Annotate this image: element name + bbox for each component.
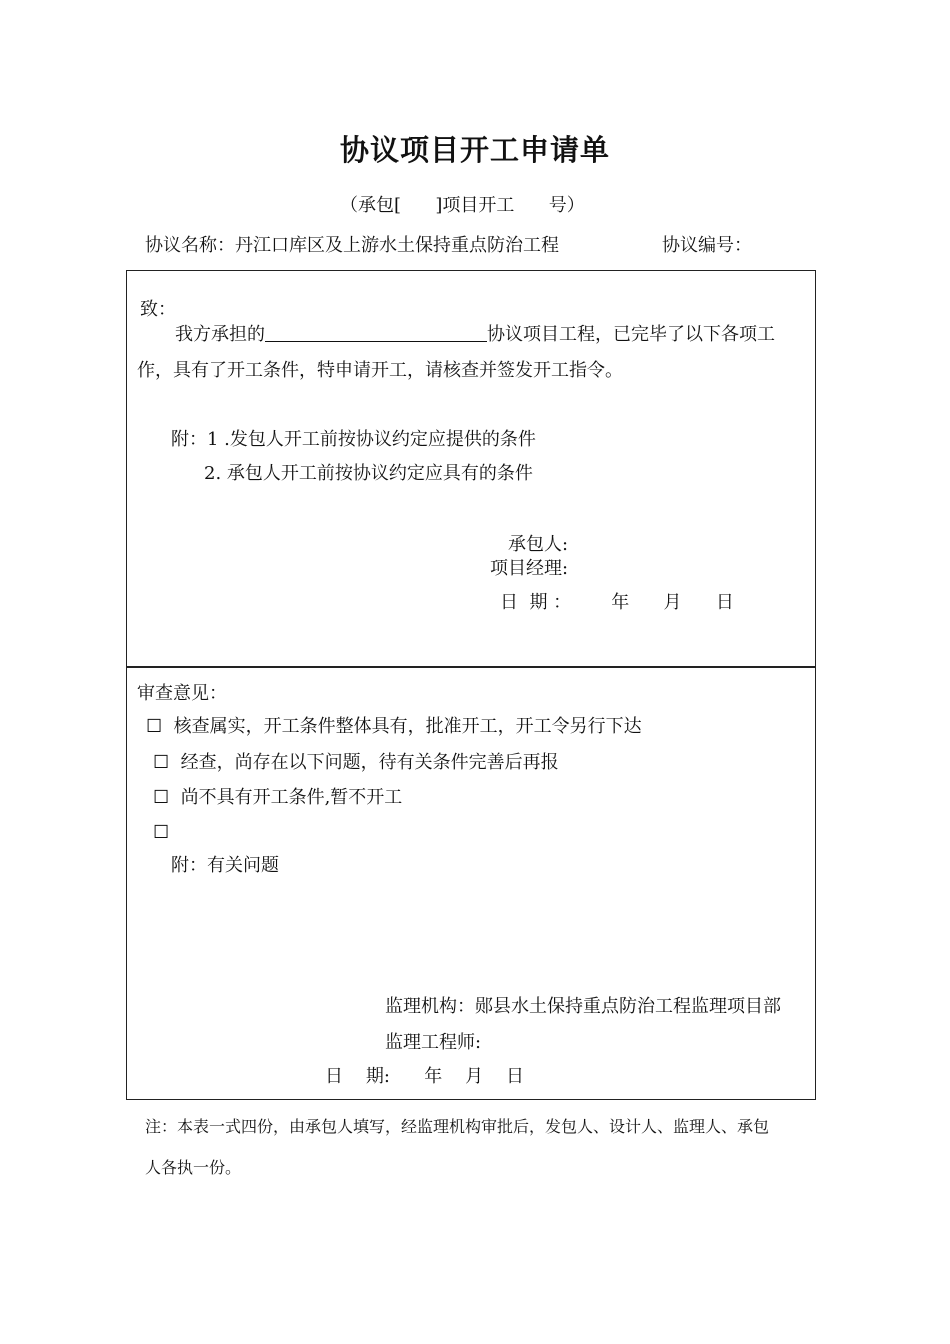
subtitle: （承包[ ]项目开工 号） bbox=[340, 195, 585, 216]
paragraph-suffix: 协议项目工程，已完毕了以下各项工 bbox=[487, 324, 775, 345]
review-option-other[interactable]: ☐ bbox=[153, 822, 170, 843]
review-heading: 审查意见： bbox=[137, 683, 227, 704]
addressee-label: 致： bbox=[140, 299, 176, 320]
request-date: 日 期 ： 年 月 日 bbox=[500, 592, 734, 613]
supervision-org: 监理机构：郧县水土保持重点防治工程监理项目部 bbox=[385, 996, 781, 1017]
project-blank-line bbox=[265, 321, 487, 342]
review-option-approve[interactable]: ☐ 核查属实，开工条件整体具有，批准开工，开工令另行下达 bbox=[146, 716, 642, 737]
footnote-line1: 注：本表一式四份，由承包人填写，经监理机构审批后，发包人、设计人、监理人、承包 bbox=[145, 1117, 770, 1136]
attachment-2: 2. 承包人开工前按协议约定应具有的条件 bbox=[204, 463, 533, 484]
footnote-line2: 人各执一份。 bbox=[145, 1158, 242, 1177]
paragraph-prefix: 我方承担的 bbox=[175, 324, 265, 345]
review-attachment: 附：有关问题 bbox=[171, 855, 279, 876]
request-paragraph-line2: 作，具有了开工条件，特申请开工，请核查并签发开工指令。 bbox=[137, 360, 623, 381]
review-date: 日 期: 年 月 日 bbox=[325, 1066, 525, 1087]
contractor-label: 承包人: bbox=[508, 534, 569, 555]
request-paragraph-line1 bbox=[175, 321, 775, 348]
review-option-not-ready[interactable]: ☐ 尚不具有开工条件,暂不开工 bbox=[153, 787, 403, 808]
supervising-engineer: 监理工程师: bbox=[385, 1032, 482, 1053]
agreement-number: 协议编号： bbox=[662, 235, 752, 256]
project-manager-label: 项目经理: bbox=[490, 558, 569, 579]
page-title: 协议项目开工申请单 bbox=[339, 133, 610, 167]
review-option-issues[interactable]: ☐ 经查，尚存在以下问题，待有关条件完善后再报 bbox=[153, 752, 559, 773]
attachment-1: 附：1 .发包人开工前按协议约定应提供的条件 bbox=[171, 429, 536, 450]
agreement-name: 协议名称：丹江口库区及上游水土保持重点防治工程 bbox=[145, 235, 559, 256]
